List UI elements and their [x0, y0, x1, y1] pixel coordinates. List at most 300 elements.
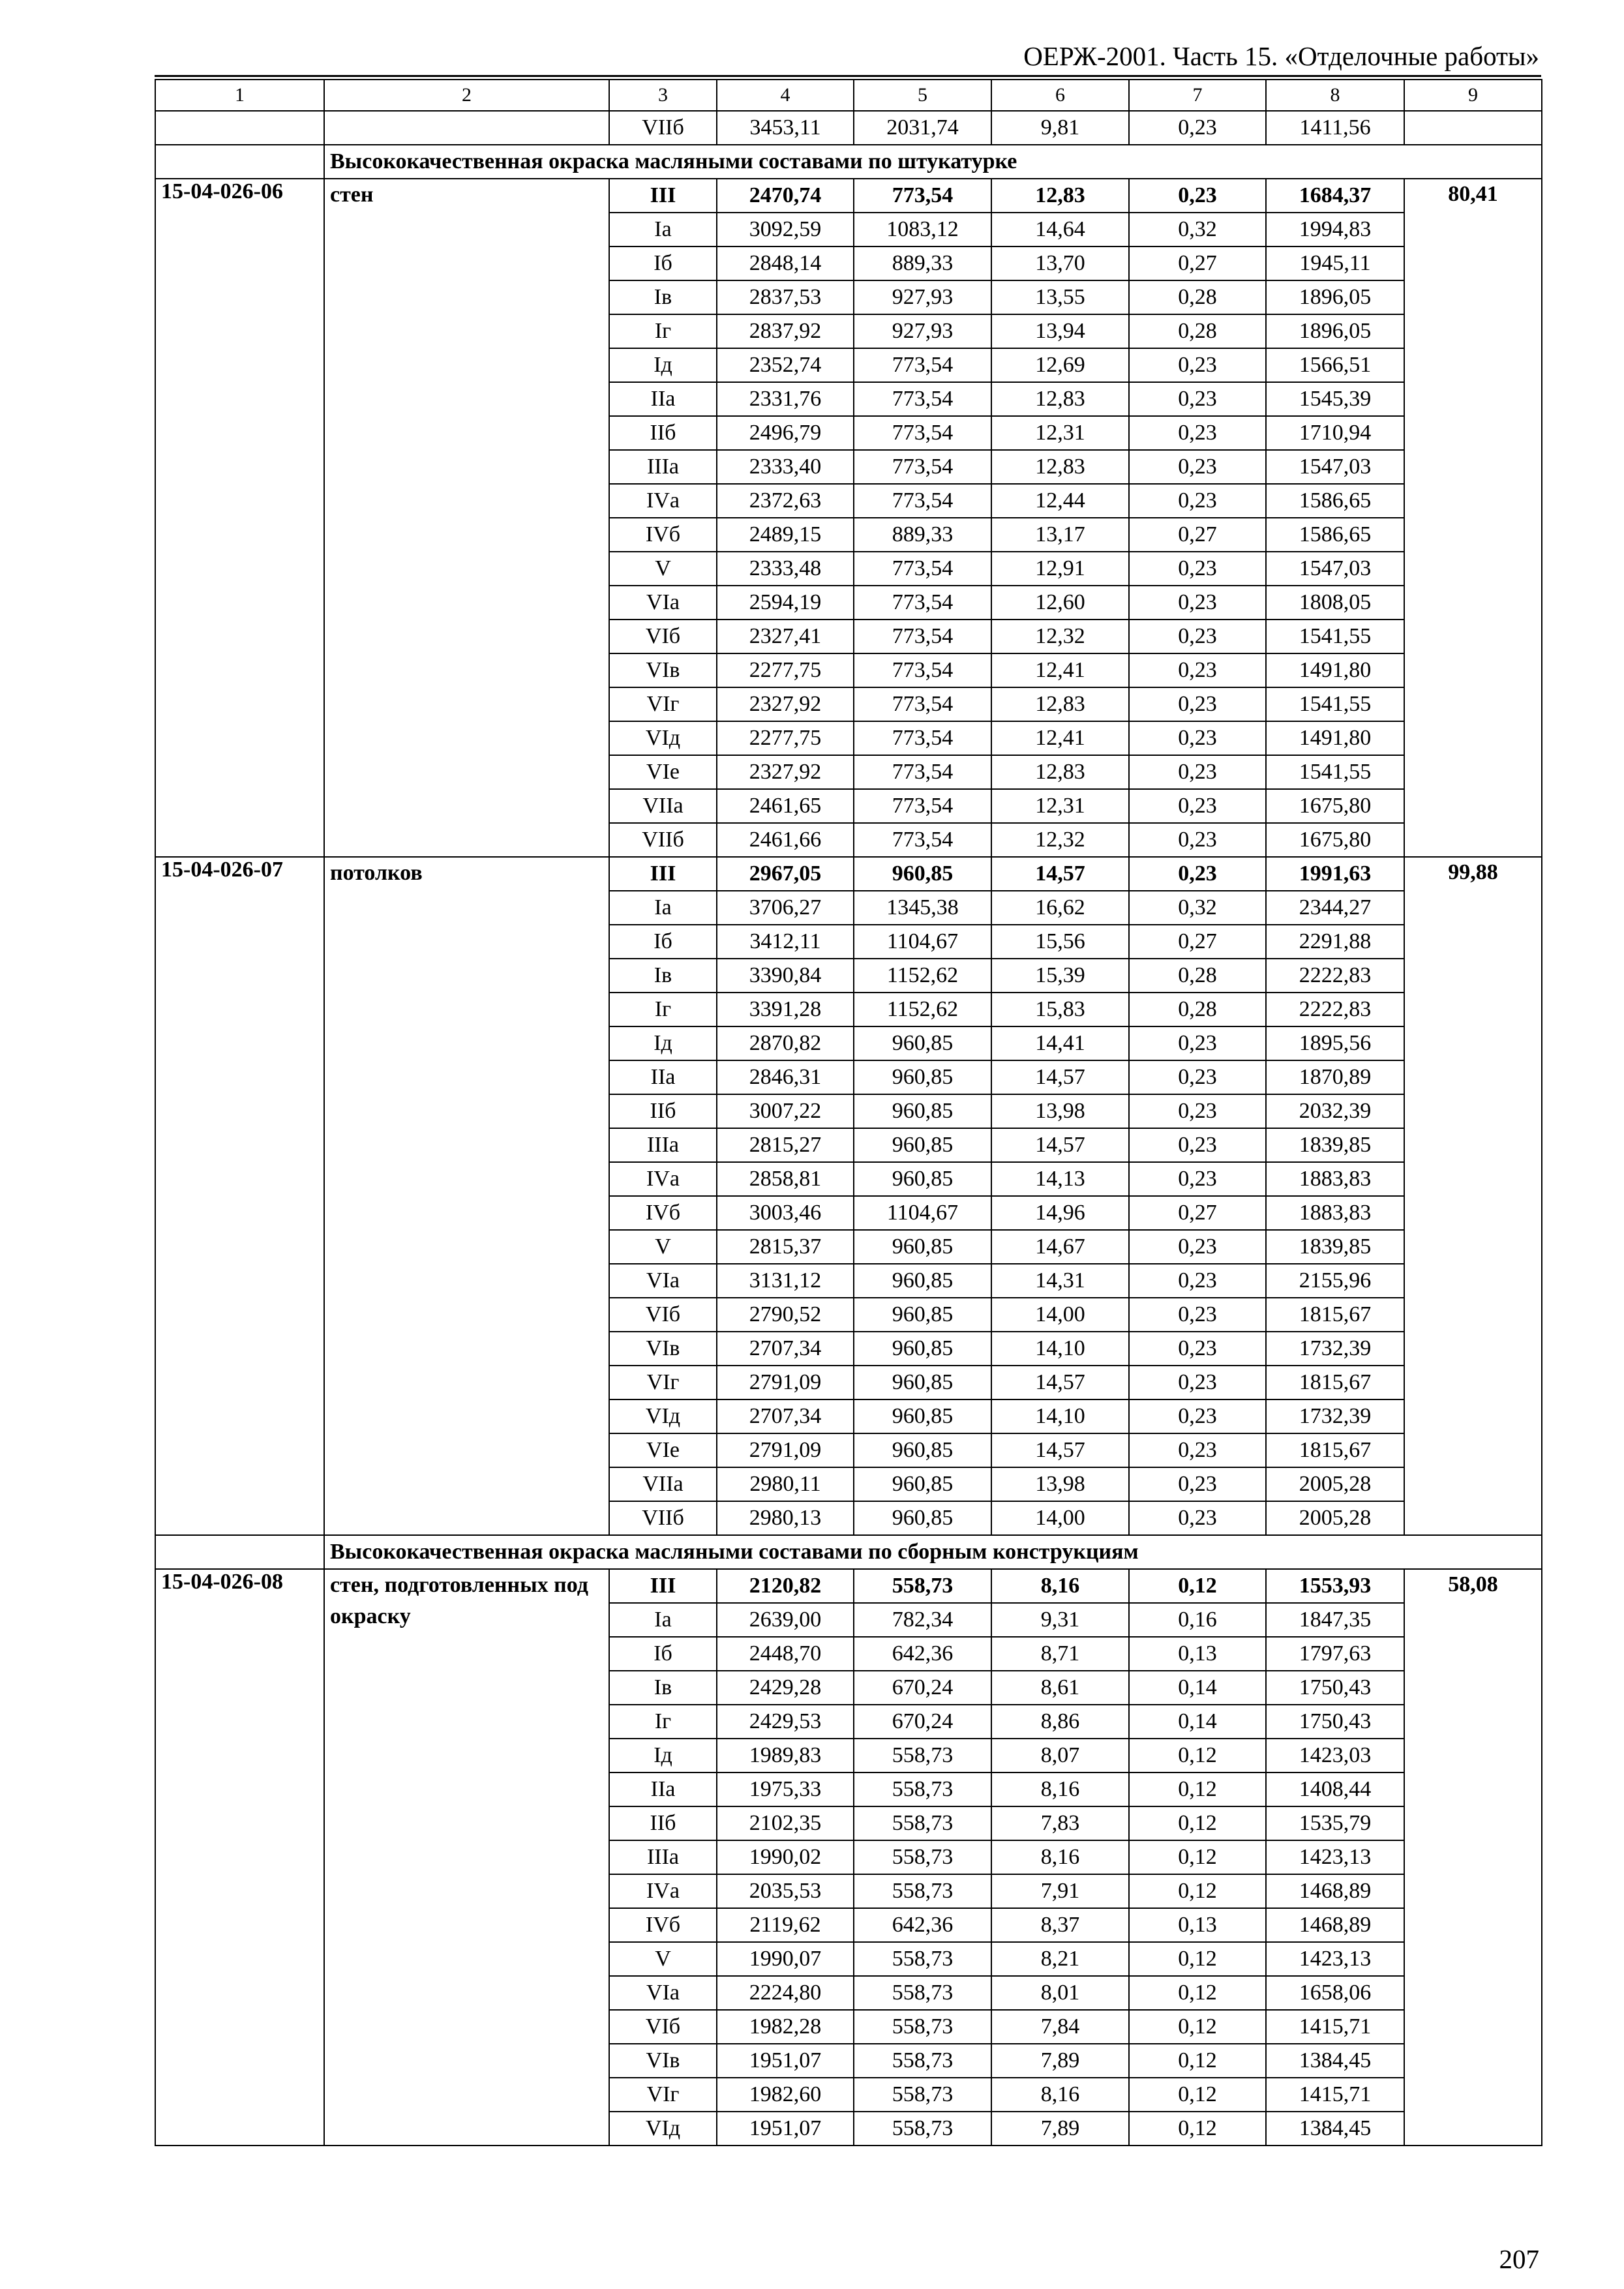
section-title-row — [155, 145, 1542, 179]
column-number-row — [155, 80, 1542, 111]
zone-cell: VIд — [609, 1399, 717, 1433]
value-cell: 1468,89 — [1266, 1908, 1404, 1942]
value-cell: 14,57 — [991, 857, 1129, 891]
value-cell: 0,23 — [1129, 348, 1266, 382]
value-cell: 1896,05 — [1266, 280, 1404, 314]
value-cell: 14,00 — [991, 1298, 1129, 1332]
value-cell: 1566,51 — [1266, 348, 1404, 382]
zone-cell: Iб — [609, 1637, 717, 1671]
value-cell: 0,32 — [1129, 213, 1266, 247]
value-cell: 3092,59 — [717, 213, 854, 247]
zone-cell: IVа — [609, 1874, 717, 1908]
rate-code: 15-04-026-08 — [155, 1569, 324, 2146]
empty-cell — [155, 145, 324, 179]
value-cell: 0,23 — [1129, 1298, 1266, 1332]
value-cell: 960,85 — [854, 1094, 991, 1128]
value-cell: 558,73 — [854, 1874, 991, 1908]
value-cell: 0,12 — [1129, 1773, 1266, 1806]
value-cell: 773,54 — [854, 416, 991, 450]
value-cell: 3412,11 — [717, 925, 854, 959]
value-cell: 1951,07 — [717, 2112, 854, 2146]
value-cell: 2707,34 — [717, 1399, 854, 1433]
value-cell: 558,73 — [854, 1773, 991, 1806]
value-cell: 8,16 — [991, 1840, 1129, 1874]
value-cell: 7,89 — [991, 2112, 1129, 2146]
rate-code: 15-04-026-06 — [155, 179, 324, 857]
value-cell: 1951,07 — [717, 2044, 854, 2078]
value-cell: 773,54 — [854, 586, 991, 620]
zone-cell: Iг — [609, 993, 717, 1026]
zone-cell: III — [609, 857, 717, 891]
value-cell: 0,23 — [1129, 1433, 1266, 1467]
value-cell: 1839,85 — [1266, 1230, 1404, 1264]
value-cell: 2222,83 — [1266, 959, 1404, 993]
value-cell: 1982,60 — [717, 2078, 854, 2112]
value-cell: 558,73 — [854, 1942, 991, 1976]
value-cell: 1083,12 — [854, 213, 991, 247]
value-cell: 0,23 — [1129, 1026, 1266, 1060]
value-cell: 773,54 — [854, 450, 991, 484]
value-cell: 1423,13 — [1266, 1840, 1404, 1874]
zone-cell: VIб — [609, 620, 717, 653]
empty-cell — [1404, 111, 1542, 145]
value-cell: 2791,09 — [717, 1366, 854, 1399]
value-cell: 14,96 — [991, 1196, 1129, 1230]
value-cell: 1104,67 — [854, 1196, 991, 1230]
zone-cell: VIв — [609, 2044, 717, 2078]
value-cell: 0,23 — [1129, 1366, 1266, 1399]
column-number: 8 — [1266, 80, 1404, 111]
value-cell: 0,23 — [1129, 1094, 1266, 1128]
zone-cell: Iд — [609, 1026, 717, 1060]
value-cell: 14,57 — [991, 1060, 1129, 1094]
value-cell: 0,32 — [1129, 891, 1266, 925]
value-cell: 0,23 — [1129, 1162, 1266, 1196]
value-cell: 960,85 — [854, 1332, 991, 1366]
value-cell: 558,73 — [854, 1976, 991, 2010]
value-cell: 3131,12 — [717, 1264, 854, 1298]
value-cell: 960,85 — [854, 1026, 991, 1060]
value-cell: 2870,82 — [717, 1026, 854, 1060]
zone-cell: IIа — [609, 1060, 717, 1094]
value-cell: 1750,43 — [1266, 1705, 1404, 1739]
value-cell: 1839,85 — [1266, 1128, 1404, 1162]
zone-cell: IIIа — [609, 450, 717, 484]
value-cell: 960,85 — [854, 1264, 991, 1298]
zone-cell: Iв — [609, 959, 717, 993]
value-cell: 0,23 — [1129, 1264, 1266, 1298]
value-cell: 1896,05 — [1266, 314, 1404, 348]
zone-cell: III — [609, 179, 717, 213]
value-cell: 1345,38 — [854, 891, 991, 925]
value-cell: 14,57 — [991, 1433, 1129, 1467]
value-cell: 2837,92 — [717, 314, 854, 348]
value-cell: 0,23 — [1129, 450, 1266, 484]
value-cell: 0,27 — [1129, 925, 1266, 959]
value-cell: 3003,46 — [717, 1196, 854, 1230]
value-cell: 2967,05 — [717, 857, 854, 891]
value-cell: 1415,71 — [1266, 2078, 1404, 2112]
value-cell: 12,83 — [991, 755, 1129, 789]
value-cell: 2120,82 — [717, 1569, 854, 1603]
value-cell: 0,12 — [1129, 2112, 1266, 2146]
value-cell: 960,85 — [854, 1467, 991, 1501]
zone-cell: VIб — [609, 1298, 717, 1332]
value-cell: 960,85 — [854, 1366, 991, 1399]
value-cell: 0,12 — [1129, 1840, 1266, 1874]
zone-cell: Iд — [609, 1739, 717, 1773]
value-cell: 0,23 — [1129, 484, 1266, 518]
value-cell: 1415,71 — [1266, 2010, 1404, 2044]
value-cell: 2980,11 — [717, 1467, 854, 1501]
value-cell: 2032,39 — [1266, 1094, 1404, 1128]
value-cell: 0,12 — [1129, 1942, 1266, 1976]
table-row-base — [155, 179, 1542, 213]
value-cell: 0,27 — [1129, 247, 1266, 280]
zone-cell: VIIа — [609, 1467, 717, 1501]
zone-cell: VIд — [609, 721, 717, 755]
value-cell: 960,85 — [854, 1230, 991, 1264]
value-cell: 2102,35 — [717, 1806, 854, 1840]
value-cell: 12,60 — [991, 586, 1129, 620]
value-cell: 1732,39 — [1266, 1399, 1404, 1433]
page-number: 207 — [1499, 2244, 1539, 2274]
value-cell: 782,34 — [854, 1603, 991, 1637]
value-cell: 0,28 — [1129, 959, 1266, 993]
zone-cell: VIв — [609, 653, 717, 687]
value-cell: 0,23 — [1129, 1501, 1266, 1535]
zone-cell: VIг — [609, 687, 717, 721]
value-cell: 558,73 — [854, 1806, 991, 1840]
value-cell: 2980,13 — [717, 1501, 854, 1535]
section-title-row — [155, 1535, 1542, 1569]
section-title: Высококачественная окраска масляными составами по штукатурке — [324, 145, 1542, 179]
empty-cell — [324, 111, 609, 145]
zone-cell: IIIа — [609, 1128, 717, 1162]
value-cell: 773,54 — [854, 552, 991, 586]
value-cell: 2429,53 — [717, 1705, 854, 1739]
section-title: Высококачественная окраска масляными составами по сборным конструкциям — [324, 1535, 1542, 1569]
value-cell: 2327,41 — [717, 620, 854, 653]
value-cell: 12,41 — [991, 653, 1129, 687]
value-cell: 0,23 — [1129, 789, 1266, 823]
value-cell: 0,23 — [1129, 416, 1266, 450]
value-cell: 1945,11 — [1266, 247, 1404, 280]
value-cell: 12,32 — [991, 620, 1129, 653]
value-cell: 1547,03 — [1266, 450, 1404, 484]
value-cell: 0,16 — [1129, 1603, 1266, 1637]
value-cell: 0,12 — [1129, 2044, 1266, 2078]
value-cell: 0,28 — [1129, 314, 1266, 348]
zone-cell: Iг — [609, 314, 717, 348]
value-cell: 558,73 — [854, 2010, 991, 2044]
value-cell: 2331,76 — [717, 382, 854, 416]
value-cell: 1989,83 — [717, 1739, 854, 1773]
zone-cell: VIе — [609, 755, 717, 789]
zone-cell: VIг — [609, 2078, 717, 2112]
zone-cell: VIб — [609, 2010, 717, 2044]
value-cell: 1808,05 — [1266, 586, 1404, 620]
value-cell: 0,23 — [1129, 1128, 1266, 1162]
table-row-base — [155, 857, 1542, 891]
value-cell: 14,31 — [991, 1264, 1129, 1298]
value-cell: 9,81 — [991, 111, 1129, 145]
value-cell: 0,12 — [1129, 1976, 1266, 2010]
value-cell: 1541,55 — [1266, 755, 1404, 789]
value-cell: 1982,28 — [717, 2010, 854, 2044]
value-cell: 12,83 — [991, 179, 1129, 213]
value-cell: 642,36 — [854, 1908, 991, 1942]
value-cell: 0,23 — [1129, 111, 1266, 145]
zone-cell: Iа — [609, 891, 717, 925]
value-cell: 558,73 — [854, 1840, 991, 1874]
value-cell: 0,23 — [1129, 857, 1266, 891]
value-cell: 927,93 — [854, 314, 991, 348]
value-cell: 15,56 — [991, 925, 1129, 959]
value-cell: 1468,89 — [1266, 1874, 1404, 1908]
value-cell: 2858,81 — [717, 1162, 854, 1196]
carryover-row — [155, 111, 1542, 145]
value-cell: 16,62 — [991, 891, 1129, 925]
value-cell: 3007,22 — [717, 1094, 854, 1128]
value-cell: 0,23 — [1129, 1230, 1266, 1264]
value-cell: 2031,74 — [854, 111, 991, 145]
zone-cell: Iд — [609, 348, 717, 382]
value-cell: 0,23 — [1129, 552, 1266, 586]
zone-cell: Iв — [609, 280, 717, 314]
value-cell: 1895,56 — [1266, 1026, 1404, 1060]
value-cell: 1541,55 — [1266, 620, 1404, 653]
column-number: 1 — [155, 80, 324, 111]
zone-cell: IVа — [609, 1162, 717, 1196]
zone-cell: VIв — [609, 1332, 717, 1366]
empty-cell — [155, 1535, 324, 1569]
value-cell: 2837,53 — [717, 280, 854, 314]
value-cell: 12,41 — [991, 721, 1129, 755]
value-cell: 0,23 — [1129, 1332, 1266, 1366]
zone-cell: IIа — [609, 1773, 717, 1806]
value-cell: 13,98 — [991, 1094, 1129, 1128]
value-cell: 1975,33 — [717, 1773, 854, 1806]
value-cell: 15,83 — [991, 993, 1129, 1026]
value-cell: 7,89 — [991, 2044, 1129, 2078]
value-cell: 14,64 — [991, 213, 1129, 247]
value-cell: 1815,67 — [1266, 1433, 1404, 1467]
value-cell: 1870,89 — [1266, 1060, 1404, 1094]
value-cell: 773,54 — [854, 348, 991, 382]
value-cell: 1797,63 — [1266, 1637, 1404, 1671]
value-cell: 12,83 — [991, 382, 1129, 416]
price-table-body — [155, 80, 1542, 2146]
value-cell: 2352,74 — [717, 348, 854, 382]
value-cell: 1847,35 — [1266, 1603, 1404, 1637]
column-number: 6 — [991, 80, 1129, 111]
value-cell: 773,54 — [854, 179, 991, 213]
value-cell: 13,98 — [991, 1467, 1129, 1501]
work-name: стен — [324, 179, 609, 857]
value-cell: 960,85 — [854, 1128, 991, 1162]
value-cell: 889,33 — [854, 247, 991, 280]
value-cell: 670,24 — [854, 1671, 991, 1705]
value-cell: 558,73 — [854, 1739, 991, 1773]
column-9-value: 58,08 — [1404, 1569, 1542, 2146]
value-cell: 1675,80 — [1266, 823, 1404, 857]
work-name: потолков — [324, 857, 609, 1535]
value-cell: 1675,80 — [1266, 789, 1404, 823]
value-cell: 7,83 — [991, 1806, 1129, 1840]
value-cell: 1547,03 — [1266, 552, 1404, 586]
table-row-base — [155, 1569, 1542, 1603]
column-number: 3 — [609, 80, 717, 111]
value-cell: 9,31 — [991, 1603, 1129, 1637]
zone-cell: Iг — [609, 1705, 717, 1739]
value-cell: 670,24 — [854, 1705, 991, 1739]
column-number: 2 — [324, 80, 609, 111]
value-cell: 0,12 — [1129, 1739, 1266, 1773]
zone-cell: IVа — [609, 484, 717, 518]
value-cell: 12,83 — [991, 450, 1129, 484]
value-cell: 2848,14 — [717, 247, 854, 280]
value-cell: 1883,83 — [1266, 1196, 1404, 1230]
zone-cell: VIIа — [609, 789, 717, 823]
zone-cell: Iв — [609, 1671, 717, 1705]
value-cell: 0,12 — [1129, 2010, 1266, 2044]
value-cell: 1815,67 — [1266, 1298, 1404, 1332]
zone-cell: VIа — [609, 1264, 717, 1298]
value-cell: 1586,65 — [1266, 518, 1404, 552]
column-9-value: 99,88 — [1404, 857, 1542, 1535]
zone-cell: IIIа — [609, 1840, 717, 1874]
value-cell: 1990,02 — [717, 1840, 854, 1874]
column-number: 9 — [1404, 80, 1542, 111]
value-cell: 8,07 — [991, 1739, 1129, 1773]
value-cell: 558,73 — [854, 2112, 991, 2146]
value-cell: 8,01 — [991, 1976, 1129, 2010]
value-cell: 1104,67 — [854, 925, 991, 959]
value-cell: 2594,19 — [717, 586, 854, 620]
value-cell: 773,54 — [854, 382, 991, 416]
value-cell: 1732,39 — [1266, 1332, 1404, 1366]
value-cell: 558,73 — [854, 2078, 991, 2112]
value-cell: 0,12 — [1129, 1806, 1266, 1840]
value-cell: 960,85 — [854, 1501, 991, 1535]
value-cell: 14,41 — [991, 1026, 1129, 1060]
zone-cell: IIб — [609, 416, 717, 450]
value-cell: 2333,48 — [717, 552, 854, 586]
price-table — [155, 79, 1542, 2146]
value-cell: 14,10 — [991, 1332, 1129, 1366]
zone-cell: V — [609, 1230, 717, 1264]
value-cell: 2224,80 — [717, 1976, 854, 2010]
value-cell: 2005,28 — [1266, 1467, 1404, 1501]
zone-cell: VIIб — [609, 111, 717, 145]
value-cell: 960,85 — [854, 1162, 991, 1196]
value-cell: 2035,53 — [717, 1874, 854, 1908]
value-cell: 960,85 — [854, 857, 991, 891]
value-cell: 1384,45 — [1266, 2112, 1404, 2146]
value-cell: 0,23 — [1129, 653, 1266, 687]
value-cell: 14,10 — [991, 1399, 1129, 1433]
value-cell: 0,28 — [1129, 993, 1266, 1026]
value-cell: 2815,27 — [717, 1128, 854, 1162]
value-cell: 773,54 — [854, 755, 991, 789]
value-cell: 0,27 — [1129, 518, 1266, 552]
value-cell: 773,54 — [854, 484, 991, 518]
value-cell: 1408,44 — [1266, 1773, 1404, 1806]
value-cell: 14,67 — [991, 1230, 1129, 1264]
zone-cell: VIд — [609, 2112, 717, 2146]
value-cell: 2815,37 — [717, 1230, 854, 1264]
value-cell: 0,23 — [1129, 721, 1266, 755]
value-cell: 0,13 — [1129, 1637, 1266, 1671]
zone-cell: IIа — [609, 382, 717, 416]
value-cell: 1541,55 — [1266, 687, 1404, 721]
value-cell: 2155,96 — [1266, 1264, 1404, 1298]
value-cell: 0,12 — [1129, 1874, 1266, 1908]
value-cell: 0,28 — [1129, 280, 1266, 314]
value-cell: 960,85 — [854, 1060, 991, 1094]
column-number: 4 — [717, 80, 854, 111]
value-cell: 1815,67 — [1266, 1366, 1404, 1399]
value-cell: 14,00 — [991, 1501, 1129, 1535]
value-cell: 2791,09 — [717, 1433, 854, 1467]
work-name: стен, подготовленных под окраску — [324, 1569, 609, 2146]
value-cell: 0,23 — [1129, 586, 1266, 620]
value-cell: 3453,11 — [717, 111, 854, 145]
value-cell: 1553,93 — [1266, 1569, 1404, 1603]
value-cell: 12,83 — [991, 687, 1129, 721]
zone-cell: Iб — [609, 247, 717, 280]
value-cell: 1491,80 — [1266, 721, 1404, 755]
value-cell: 960,85 — [854, 1399, 991, 1433]
value-cell: 558,73 — [854, 1569, 991, 1603]
value-cell: 8,21 — [991, 1942, 1129, 1976]
value-cell: 8,86 — [991, 1705, 1129, 1739]
value-cell: 2489,15 — [717, 518, 854, 552]
page-header: ОЕРЖ-2001. Часть 15. «Отделочные работы» — [1023, 41, 1539, 71]
value-cell: 14,13 — [991, 1162, 1129, 1196]
zone-cell: Iа — [609, 1603, 717, 1637]
value-cell: 1990,07 — [717, 1942, 854, 1976]
value-cell: 13,17 — [991, 518, 1129, 552]
value-cell: 2372,63 — [717, 484, 854, 518]
zone-cell: VIе — [609, 1433, 717, 1467]
value-cell: 2470,74 — [717, 179, 854, 213]
value-cell: 0,12 — [1129, 1569, 1266, 1603]
zone-cell: VIг — [609, 1366, 717, 1399]
value-cell: 12,44 — [991, 484, 1129, 518]
value-cell: 1545,39 — [1266, 382, 1404, 416]
zone-cell: IVб — [609, 1908, 717, 1942]
value-cell: 1152,62 — [854, 993, 991, 1026]
value-cell: 2461,66 — [717, 823, 854, 857]
value-cell: 2707,34 — [717, 1332, 854, 1366]
value-cell: 2846,31 — [717, 1060, 854, 1094]
value-cell: 3390,84 — [717, 959, 854, 993]
zone-cell: VIIб — [609, 823, 717, 857]
value-cell: 8,61 — [991, 1671, 1129, 1705]
value-cell: 0,23 — [1129, 179, 1266, 213]
value-cell: 12,31 — [991, 416, 1129, 450]
value-cell: 2448,70 — [717, 1637, 854, 1671]
value-cell: 0,23 — [1129, 755, 1266, 789]
value-cell: 0,23 — [1129, 1399, 1266, 1433]
zone-cell: IIб — [609, 1806, 717, 1840]
value-cell: 1710,94 — [1266, 416, 1404, 450]
value-cell: 773,54 — [854, 653, 991, 687]
value-cell: 0,23 — [1129, 687, 1266, 721]
value-cell: 2429,28 — [717, 1671, 854, 1705]
